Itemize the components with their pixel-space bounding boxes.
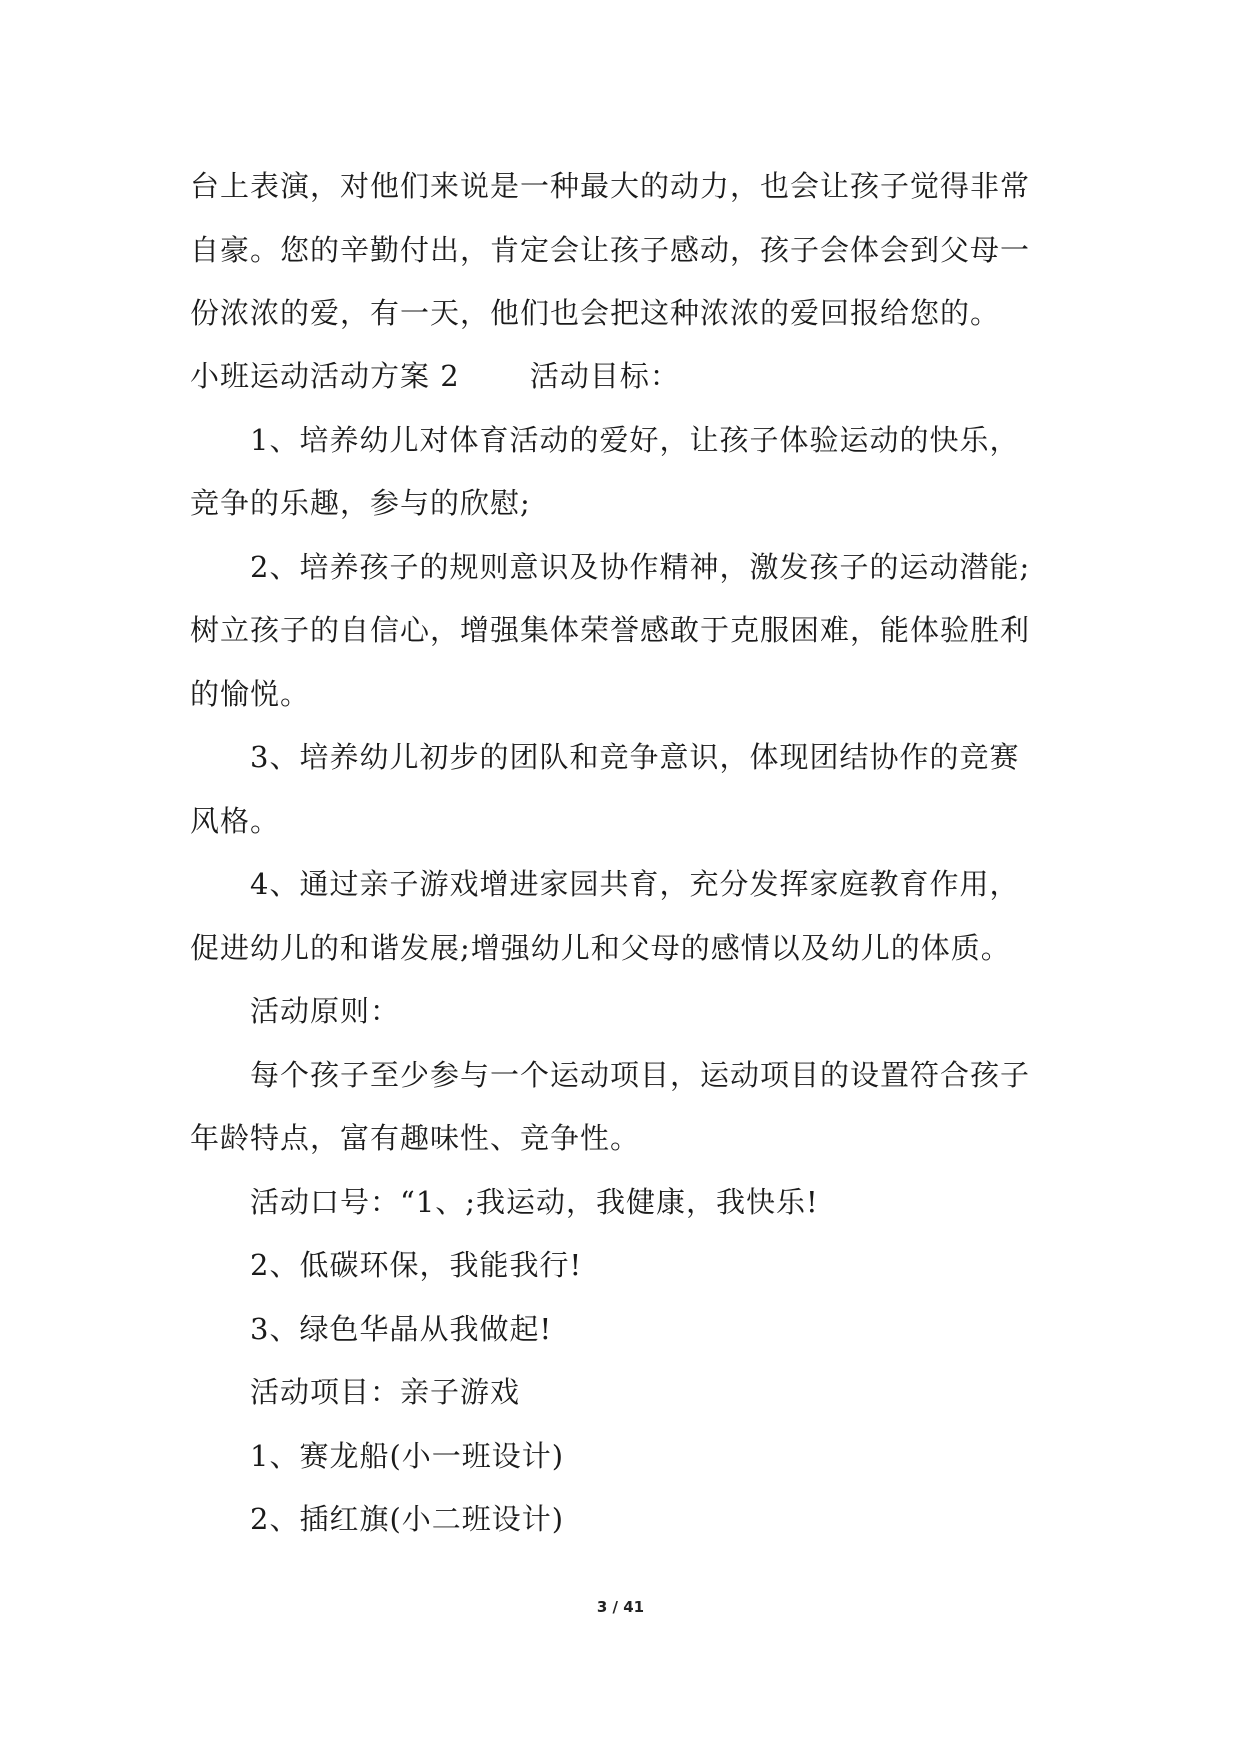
body-text-line: 2、低碳环保，我能我行!: [250, 1248, 583, 1282]
body-text-line: 活动项目：亲子游戏: [250, 1375, 521, 1409]
body-text-line: 3、培养幼儿初步的团队和竞争意识，体现团结协作的竞赛: [250, 740, 1020, 774]
body-text-line: 份浓浓的爱，有一天，他们也会把这种浓浓的爱回报给您的。: [190, 296, 1001, 330]
body-text-line: 活动口号：“1、;我运动，我健康，我快乐!: [250, 1185, 819, 1219]
body-text-line: 4、通过亲子游戏增进家园共育，充分发挥家庭教育作用，: [250, 867, 1020, 901]
body-text-line: 2、插红旗(小二班设计): [250, 1502, 565, 1536]
body-text-line: 年龄特点，富有趣味性、竞争性。: [190, 1121, 641, 1155]
body-text-line: 促进幼儿的和谐发展;增强幼儿和父母的感情以及幼儿的体质。: [190, 931, 1011, 965]
body-text-line: 1、培养幼儿对体育活动的爱好，让孩子体验运动的快乐，: [250, 423, 1020, 457]
body-text-line: 1、赛龙船(小一班设计): [250, 1439, 565, 1473]
page-number: 3 / 41: [596, 1598, 645, 1616]
body-text-line: 竞争的乐趣，参与的欣慰;: [190, 486, 531, 520]
body-text-line: 风格。: [190, 804, 281, 838]
body-text-line: 活动原则：: [250, 994, 401, 1028]
body-text-line: 树立孩子的自信心，增强集体荣誉感敢于克服困难，能体验胜利: [190, 613, 1031, 647]
body-text-line: 台上表演，对他们来说是一种最大的动力，也会让孩子觉得非常: [190, 169, 1031, 203]
body-text-line: 每个孩子至少参与一个运动项目，运动项目的设置符合孩子: [250, 1058, 1031, 1092]
body-text-line: 3、绿色华晶从我做起!: [250, 1312, 553, 1346]
section-heading-line: 小班运动活动方案 2 活动目标：: [190, 359, 680, 393]
body-text-line: 的愉悦。: [190, 677, 311, 711]
body-text-line: 自豪。您的辛勤付出，肯定会让孩子感动，孩子会体会到父母一: [190, 233, 1031, 267]
body-text-line: 2、培养孩子的规则意识及协作精神，激发孩子的运动潜能;: [250, 550, 1031, 584]
